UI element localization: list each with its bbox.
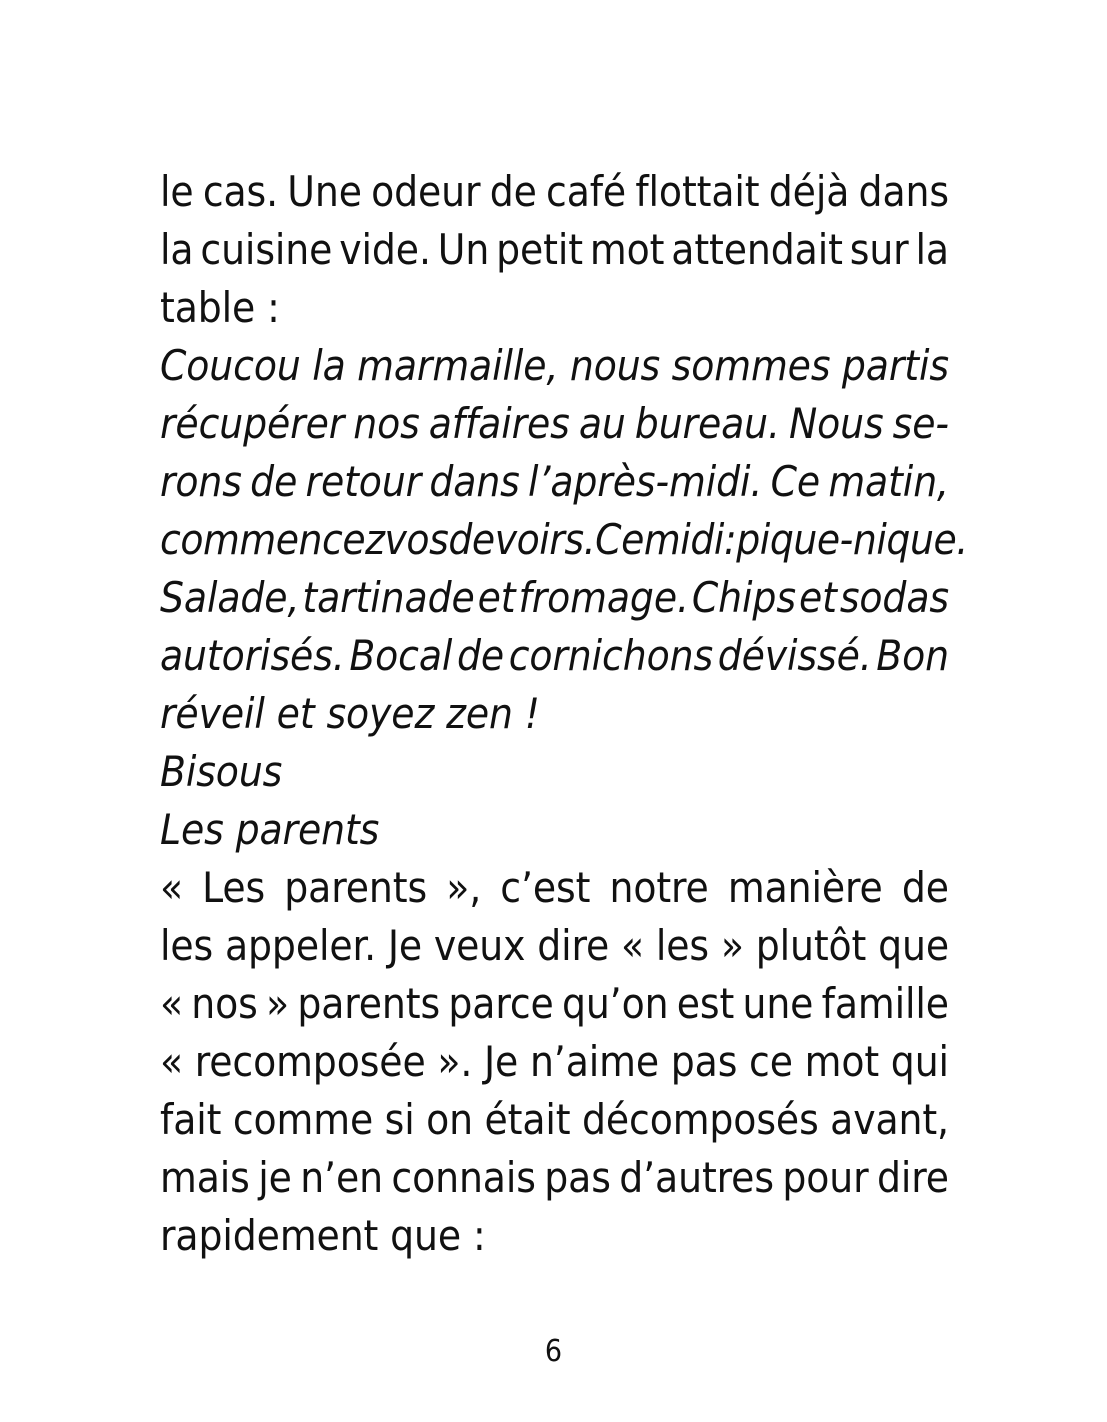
- word: les: [655, 921, 710, 970]
- word: :: [723, 515, 737, 564]
- word: fait: [160, 1095, 222, 1144]
- word: si: [384, 1095, 415, 1144]
- word: devoirs.: [448, 515, 596, 564]
- text-block-paragraph-les-parents: [160, 859, 949, 1265]
- text-line: [160, 917, 949, 975]
- word: veux: [433, 921, 526, 970]
- word: appeler.: [224, 921, 377, 970]
- word: parents: [297, 979, 441, 1028]
- word: la: [312, 341, 346, 390]
- word: Chips: [691, 573, 796, 622]
- text-line: [160, 337, 949, 395]
- word: bureau.: [634, 399, 780, 448]
- word: plutôt: [755, 921, 867, 970]
- word: tartinade: [302, 573, 475, 622]
- word: décomposés: [581, 1095, 819, 1144]
- word: et: [798, 573, 837, 622]
- word: cas.: [202, 167, 279, 216]
- text-line: [160, 511, 968, 569]
- word: petit: [496, 225, 583, 274]
- word: Je: [484, 1037, 519, 1086]
- text-line: [160, 569, 949, 627]
- word: ».: [437, 1037, 473, 1086]
- word: Nous: [788, 399, 884, 448]
- word: matin,: [828, 457, 949, 506]
- word: fromage.: [518, 573, 689, 622]
- word: est: [676, 979, 735, 1028]
- word: Coucou: [160, 341, 301, 390]
- word: odeur: [371, 167, 481, 216]
- word: avant,: [830, 1095, 949, 1144]
- text-line: [160, 1149, 949, 1207]
- text-line: [160, 279, 949, 337]
- word: table :: [160, 283, 280, 332]
- word: au: [578, 399, 626, 448]
- word: dans: [429, 457, 520, 506]
- word: n’en: [300, 1153, 383, 1202]
- word: attendait: [671, 225, 843, 274]
- word: »: [720, 921, 744, 970]
- word: sommes: [671, 341, 831, 390]
- word: de: [489, 167, 537, 216]
- word: Ce: [770, 457, 821, 506]
- word: parents: [284, 863, 428, 912]
- word: sur: [849, 225, 909, 274]
- word: était: [484, 1095, 571, 1144]
- word: Les: [202, 863, 266, 912]
- text-line: [160, 163, 949, 221]
- word: retour: [305, 457, 422, 506]
- word: mais: [160, 1153, 250, 1202]
- text-line: [160, 975, 949, 1033]
- word: cornichons: [508, 631, 714, 680]
- text-line: [160, 453, 949, 511]
- word: «: [160, 1037, 184, 1086]
- word: dévissé.: [717, 631, 872, 680]
- word: sodas: [839, 573, 949, 622]
- word: le: [160, 167, 194, 216]
- word: vide.: [339, 225, 431, 274]
- word: l’après-midi.: [528, 457, 763, 506]
- word: Les parents: [160, 805, 380, 854]
- word: la: [160, 225, 194, 274]
- word: que: [878, 921, 949, 970]
- word: commencez: [160, 515, 385, 564]
- word: nos: [353, 399, 420, 448]
- text-line: [160, 801, 949, 859]
- word: Bisous: [160, 747, 283, 796]
- word: famille: [821, 979, 949, 1028]
- word: une: [742, 979, 814, 1028]
- word: Un: [437, 225, 490, 274]
- word: pique-nique.: [736, 515, 968, 564]
- word: cuisine: [200, 225, 333, 274]
- word: partis: [841, 341, 949, 390]
- word: parce: [448, 979, 554, 1028]
- word: midi: [643, 515, 724, 564]
- word: je: [258, 1153, 292, 1202]
- word: Bon: [876, 631, 949, 680]
- word: affaires: [428, 399, 570, 448]
- word: Salade,: [160, 573, 300, 622]
- text-line: [160, 1207, 949, 1265]
- word: nos: [191, 979, 258, 1028]
- word: rons: [160, 457, 242, 506]
- word: dire: [876, 1153, 949, 1202]
- word: pas: [544, 1153, 611, 1202]
- word: ce: [749, 1037, 793, 1086]
- word: de: [456, 631, 505, 680]
- word: vos: [384, 515, 449, 564]
- word: »: [266, 979, 290, 1028]
- text-line: [160, 1091, 949, 1149]
- word: on: [426, 1095, 473, 1144]
- word: comme: [232, 1095, 374, 1144]
- word: «: [160, 979, 184, 1028]
- text-line: [160, 859, 949, 917]
- word: connais: [391, 1153, 536, 1202]
- text-line: [160, 395, 949, 453]
- word: mot: [589, 225, 665, 274]
- word: se-: [892, 399, 949, 448]
- text-block-paragraph-opening: [160, 163, 949, 337]
- word: flottait: [635, 167, 760, 216]
- word: réveil et soyez zen !: [160, 689, 540, 738]
- word: pas: [670, 1037, 738, 1086]
- page-number: 6: [544, 1334, 563, 1369]
- word: Je: [387, 921, 423, 970]
- text-line: [160, 627, 949, 685]
- word: café: [546, 167, 627, 216]
- text-line: [160, 1033, 949, 1091]
- word: dire: [537, 921, 610, 970]
- word: dans: [858, 167, 949, 216]
- word: nous: [569, 341, 661, 390]
- word: de: [250, 457, 298, 506]
- word: d’autres: [619, 1153, 774, 1202]
- word: de: [901, 863, 949, 912]
- word: qui: [890, 1037, 949, 1086]
- word: récupérer: [160, 399, 345, 448]
- word: recomposée: [194, 1037, 426, 1086]
- text-line: [160, 221, 949, 279]
- word: »,: [446, 863, 482, 912]
- word: c’est: [500, 863, 591, 912]
- word: rapidement que :: [160, 1211, 486, 1260]
- word: «: [621, 921, 645, 970]
- word: et: [477, 573, 516, 622]
- text-line: [160, 743, 949, 801]
- word: Ce: [595, 515, 644, 564]
- word: qu’on: [561, 979, 669, 1028]
- word: manière: [727, 863, 883, 912]
- page-text-body: [160, 163, 968, 1265]
- word: déjà: [768, 167, 850, 216]
- word: autorisés.: [160, 631, 345, 680]
- word: pour: [782, 1153, 869, 1202]
- word: la: [915, 225, 949, 274]
- text-block-note-from-parents: [160, 337, 968, 859]
- word: marmaille,: [357, 341, 559, 390]
- word: n’aime: [529, 1037, 660, 1086]
- word: mot: [804, 1037, 880, 1086]
- word: «: [160, 863, 184, 912]
- word: les: [160, 921, 214, 970]
- word: notre: [609, 863, 709, 912]
- word: Bocal: [349, 631, 453, 680]
- text-line: [160, 685, 949, 743]
- word: Une: [287, 167, 362, 216]
